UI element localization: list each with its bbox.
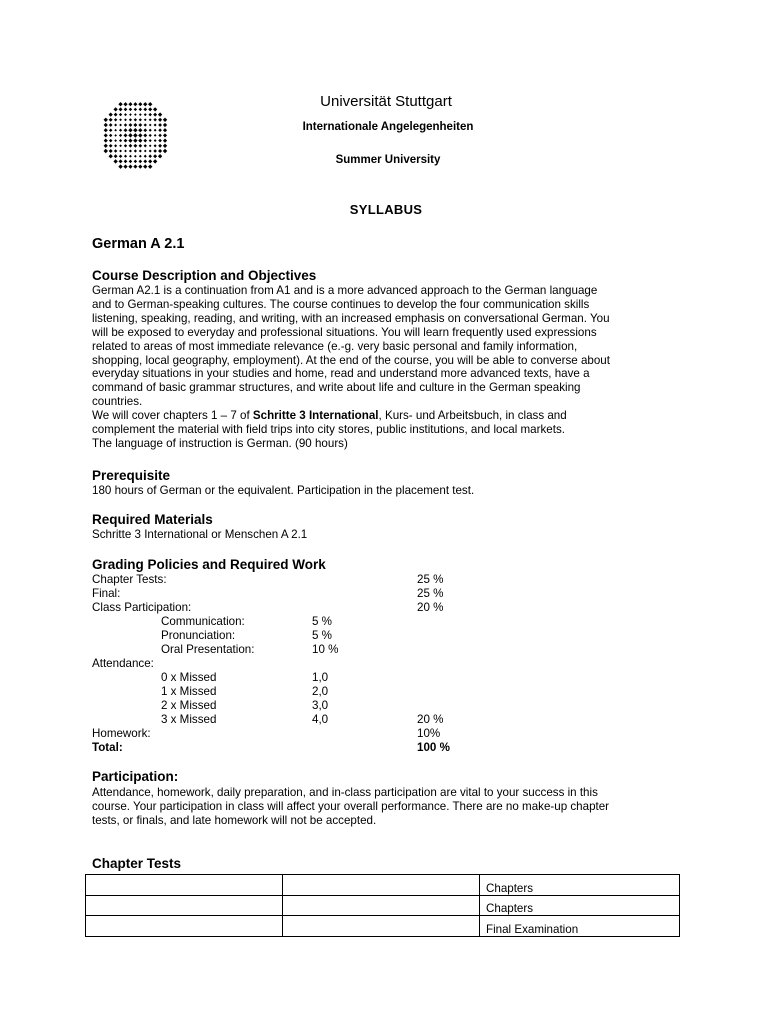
chapter-tests-heading: Chapter Tests (92, 856, 182, 871)
grading-cell-c1: Final: (92, 587, 121, 600)
grading-cell-c4: 25 % (417, 587, 444, 600)
description-line: shopping, local geography, employment). At the end of the course, you will be able to converse about (92, 353, 610, 367)
logo-dot (163, 138, 167, 142)
grading-cell-c1: Attendance: (92, 657, 154, 670)
logo-dot (124, 133, 128, 137)
logo-dot (163, 144, 167, 148)
logo-dot (104, 139, 108, 143)
description-line: related to areas of most immediate relevance (e.-g. very basic personal and family information, (92, 339, 578, 353)
participation-line: tests, or finals, and late homework will not be accepted. (92, 813, 377, 827)
grading-row (92, 713, 492, 727)
course-title: German A 2.1 (92, 236, 185, 252)
logo-dot (114, 139, 117, 142)
document-type: SYLLABUS (349, 202, 423, 217)
logo-dot (129, 149, 132, 152)
logo-dot (148, 113, 151, 116)
grading-row (92, 727, 492, 741)
logo-dot (104, 144, 108, 148)
table-cell (86, 895, 283, 916)
grading-cell-c1: Chapter Tests: (92, 573, 167, 586)
logo-dot (153, 149, 157, 153)
table-row (86, 895, 680, 916)
logo-dot (149, 150, 152, 153)
description-line: German A2.1 is a continuation from A1 and is a more advanced approach to the German language (92, 284, 598, 297)
table-row (86, 875, 680, 896)
logo-dot (139, 113, 142, 116)
logo-dot (119, 139, 122, 142)
grading-cell-c3: 3,0 (312, 699, 329, 712)
logo-dot (134, 149, 137, 152)
logo-dot (129, 144, 133, 148)
logo-dot (109, 144, 113, 148)
chapter-tests-table (85, 874, 680, 937)
grading-row (92, 741, 492, 755)
logo-dot (154, 139, 157, 142)
grading-cell-c2: 3 x Missed (161, 713, 217, 726)
grading-table (92, 573, 492, 755)
grading-row (92, 671, 492, 685)
logo-dot (143, 139, 147, 143)
description-line: countries. (92, 395, 143, 409)
grading-cell-c1: Homework: (92, 727, 151, 740)
materials-heading: Required Materials (92, 512, 213, 527)
description-line: listening, speaking, reading, and writing, with an increased emphasis on conversational German. You (92, 311, 610, 325)
logo-dot (134, 113, 137, 116)
description-line: will be exposed to everyday and professional situations. You will learn frequently used expressions (92, 325, 597, 339)
description-line: and to German-speaking cultures. The course continues to develop the four communication skills (92, 297, 590, 311)
table-cell (283, 916, 480, 937)
prerequisite-heading: Prerequisite (92, 468, 171, 483)
grading-cell-c4: 10% (417, 727, 441, 740)
logo-dot (133, 138, 137, 142)
participation-line: Attendance, homework, daily preparation, and in-class participation are vital to your success in this (92, 786, 598, 799)
logo-dot (143, 133, 147, 137)
logo-dot (104, 149, 108, 153)
logo-dot (158, 149, 162, 153)
grading-row (92, 629, 492, 643)
chapters-prefix: We will cover chapters 1 – 7 of (92, 409, 253, 423)
grading-cell-c1: Total: (92, 741, 123, 754)
logo-dot (163, 149, 167, 153)
logo-dot (124, 113, 127, 116)
logo-dot (109, 139, 112, 142)
participation-line: course. Your participation in class will affect your overall performance. There are no make-up chapter (92, 799, 610, 813)
grading-cell-c2: 0 x Missed (161, 671, 217, 684)
logo-dot (133, 144, 137, 148)
logo-dot (144, 144, 147, 147)
table-cell (86, 916, 283, 937)
logo-dot (119, 150, 122, 153)
logo-dot (119, 144, 122, 147)
table-cell (283, 875, 480, 896)
table-cell: Chapters (480, 875, 680, 896)
logo-dot (163, 133, 167, 137)
table-cell (283, 895, 480, 916)
logo-dot (158, 139, 162, 143)
grading-row (92, 587, 492, 601)
grading-cell-c4: 100 % (417, 741, 450, 754)
table-row (86, 916, 680, 937)
logo-dot (154, 134, 157, 137)
logo-dot (128, 133, 132, 137)
logo-dot (149, 134, 152, 137)
grading-cell-c2: Communication: (161, 615, 245, 628)
description-heading: Course Description and Objectives (92, 268, 317, 283)
grading-cell-c3: 2,0 (312, 685, 329, 698)
university-name: Universität Stuttgart (320, 93, 452, 110)
logo-dot (124, 144, 127, 147)
logo-dot (144, 150, 147, 153)
program-name: Summer University (335, 154, 441, 166)
logo-dot (114, 149, 117, 152)
materials-text: Schritte 3 International or Menschen A 2.1 (92, 528, 308, 541)
grading-cell-c2: Pronunciation: (161, 629, 236, 642)
logo-dot (114, 113, 118, 117)
logo-dot (114, 134, 117, 137)
logo-dot (119, 134, 122, 137)
language-line: The language of instruction is German. (90 hours) (92, 436, 348, 450)
description-line: command of basic grammar structures, and write about life and culture in the German speaking (92, 381, 581, 395)
logo-dot (124, 150, 127, 153)
department-name: Internationale Angelegenheiten (302, 121, 474, 133)
participation-heading: Participation: (92, 769, 179, 784)
textbook-title: Schritte 3 International (252, 409, 379, 423)
grading-row (92, 573, 492, 587)
logo-dot (153, 113, 157, 117)
grading-cell-c2: 1 x Missed (161, 685, 217, 698)
logo-dot (109, 134, 112, 137)
logo-dot (128, 138, 132, 142)
logo-dot (158, 144, 162, 148)
grading-cell-c3: 5 % (312, 629, 332, 642)
grading-row (92, 699, 492, 713)
grading-cell-c2: 2 x Missed (161, 699, 217, 712)
grading-cell-c3: 10 % (312, 643, 339, 656)
description-body (92, 284, 672, 451)
grading-row (92, 615, 492, 629)
logo-dot (139, 149, 142, 152)
description-line: complement the material with field trips into city stores, public institutions, and local markets. (92, 423, 565, 437)
logo-dot (104, 133, 108, 137)
logo-dot (133, 133, 138, 138)
logo-dot (109, 149, 113, 153)
grading-cell-c2: Oral Presentation: (161, 643, 255, 656)
logo-dot (138, 133, 142, 137)
grading-cell-c3: 1,0 (312, 671, 329, 684)
grading-row (92, 657, 492, 671)
table-cell (86, 875, 283, 896)
logo-dot (119, 113, 122, 116)
logo-dot (138, 138, 142, 142)
logo-dot (149, 139, 152, 142)
grading-row (92, 643, 492, 657)
grading-cell-c3: 5 % (312, 615, 332, 628)
logo-dot (158, 134, 162, 138)
logo-dot (114, 144, 117, 147)
description-line: everyday situations in your studies and home, read and understand more advanced texts, have a (92, 367, 590, 381)
logo-dot (138, 144, 142, 148)
chapters-line (92, 409, 672, 423)
logo-dot (154, 144, 157, 147)
table-cell: Final Examination (480, 916, 680, 937)
grading-cell-c1: Class Participation: (92, 601, 192, 614)
grading-cell-c3: 4,0 (312, 713, 329, 726)
chapters-suffix: , Kurs- und Arbeitsbuch, in class and (378, 409, 567, 423)
participation-body (92, 786, 672, 828)
logo-dot (129, 113, 132, 116)
grading-heading: Grading Policies and Required Work (92, 557, 326, 572)
logo-dot (144, 113, 147, 116)
logo-dot (149, 144, 152, 147)
grading-row (92, 601, 492, 615)
grading-cell-c4: 25 % (417, 573, 444, 586)
logo-dot (124, 139, 128, 143)
grading-row (92, 685, 492, 699)
grading-cell-c4: 20 % (417, 601, 444, 614)
grading-cell-c4: 20 % (417, 713, 444, 726)
logo-dot (158, 112, 162, 116)
logo-dot (109, 112, 113, 116)
prerequisite-text: 180 hours of German or the equivalent. Participation in the placement test. (92, 484, 475, 497)
table-cell: Chapters (480, 895, 680, 916)
